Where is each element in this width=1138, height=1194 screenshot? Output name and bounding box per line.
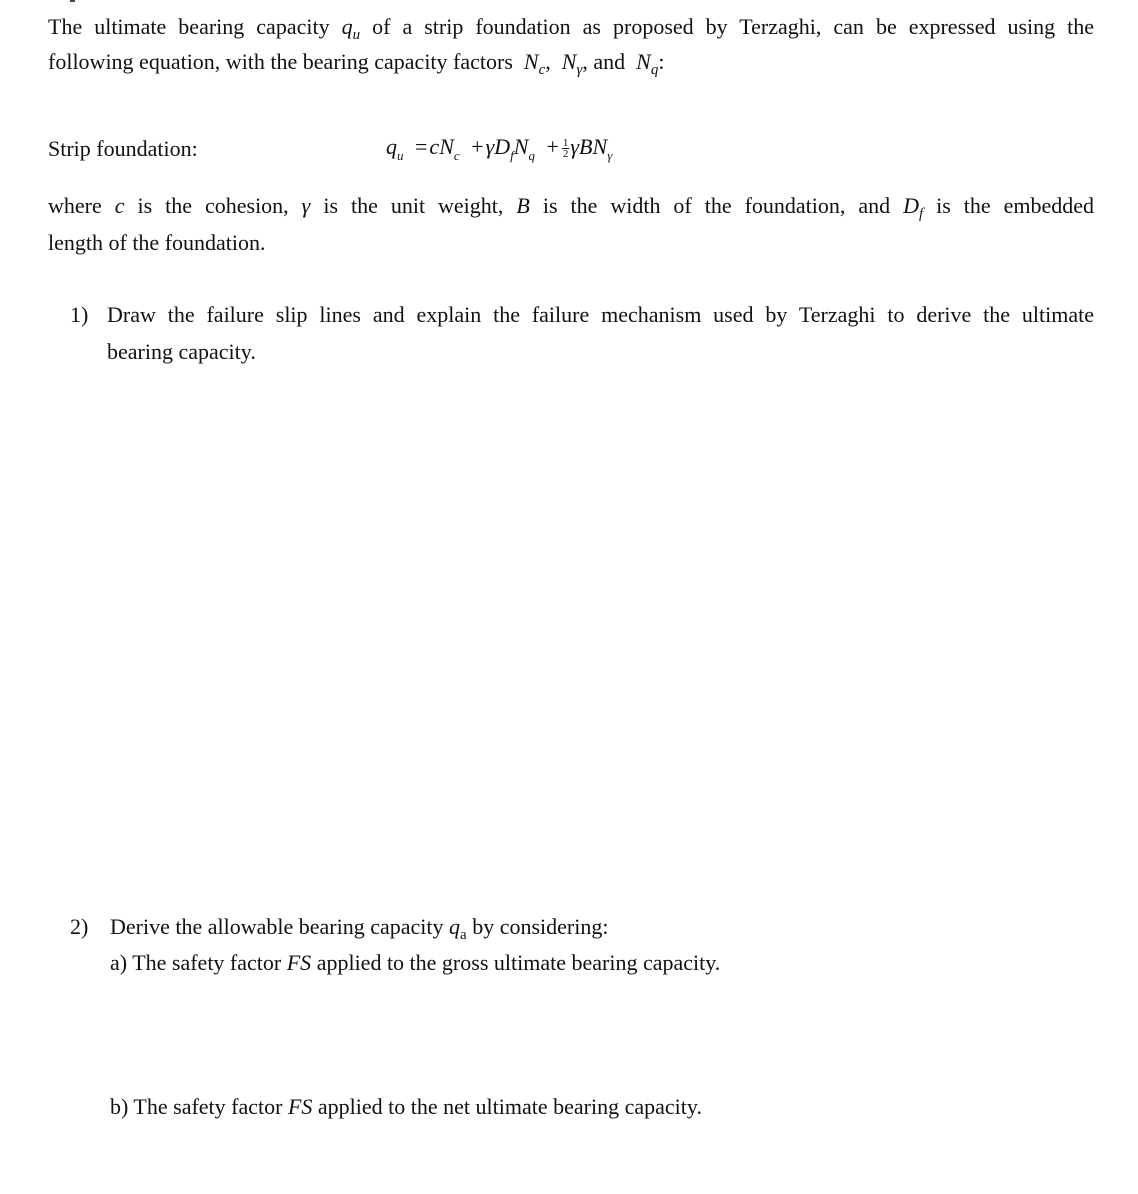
equation-label: Strip foundation: (48, 136, 198, 161)
intro-text: following equation, with the bearing capacity factors (48, 49, 513, 74)
symbol-fs: FS (286, 950, 312, 975)
question-1-line-2: bearing capacity. (107, 339, 256, 364)
symbol-gamma: γ (301, 193, 311, 218)
question-1-number: 1) (70, 302, 89, 327)
one-half-fraction: $\frac{1}{2}$ (562, 137, 569, 161)
symbol-fs: FS (287, 1094, 313, 1119)
intro-line-2: following equation, with the bearing capacity factors $N_c$, $N_\gamma$, and $N_q$: (48, 49, 665, 78)
cropped-mark (70, 0, 75, 2)
symbol-df: $D_f$ (903, 193, 924, 222)
terzaghi-equation: $q_u =cN_c +\gamma D_fN_q$ + $\frac{1}{2}$ γBN$_\gamma$ (386, 134, 613, 163)
definitions-line-1: where c is the cohesion, γ is the unit weight, B is the width of the foundation, and $D_f$ is the embedded (48, 193, 1095, 222)
question-1-line-1: Draw the failure slip lines and explain the failure mechanism used by Terzaghi to derive the ultimate (107, 302, 1094, 327)
symbol-b: B (516, 193, 530, 218)
symbol-c: c (114, 193, 125, 218)
question-2-stem: Derive the allowable bearing capacity $q_a$ by considering: (110, 914, 609, 943)
symbol-nq: $N_q$ (636, 49, 659, 78)
intro-text: of a strip foundation as proposed by Terzaghi, can be expressed using the (372, 14, 1095, 39)
symbol-nc: $N_c$ (523, 49, 546, 78)
question-2-part-a: a) The safety factor FS applied to the gross ultimate bearing capacity. (110, 950, 721, 975)
intro-text: The ultimate bearing capacity (48, 14, 330, 39)
symbol-ngamma: $N_\gamma$ (561, 49, 583, 78)
question-2-number: 2) (70, 914, 89, 939)
definitions-line-2: length of the foundation. (48, 230, 266, 255)
intro-line-1 (48, 14, 1095, 43)
symbol-qa: $q_a$ (449, 914, 467, 943)
question-2-part-b: b) The safety factor FS applied to the net ultimate bearing capacity. (110, 1094, 702, 1119)
symbol-qu: $q_u$ (341, 14, 361, 43)
